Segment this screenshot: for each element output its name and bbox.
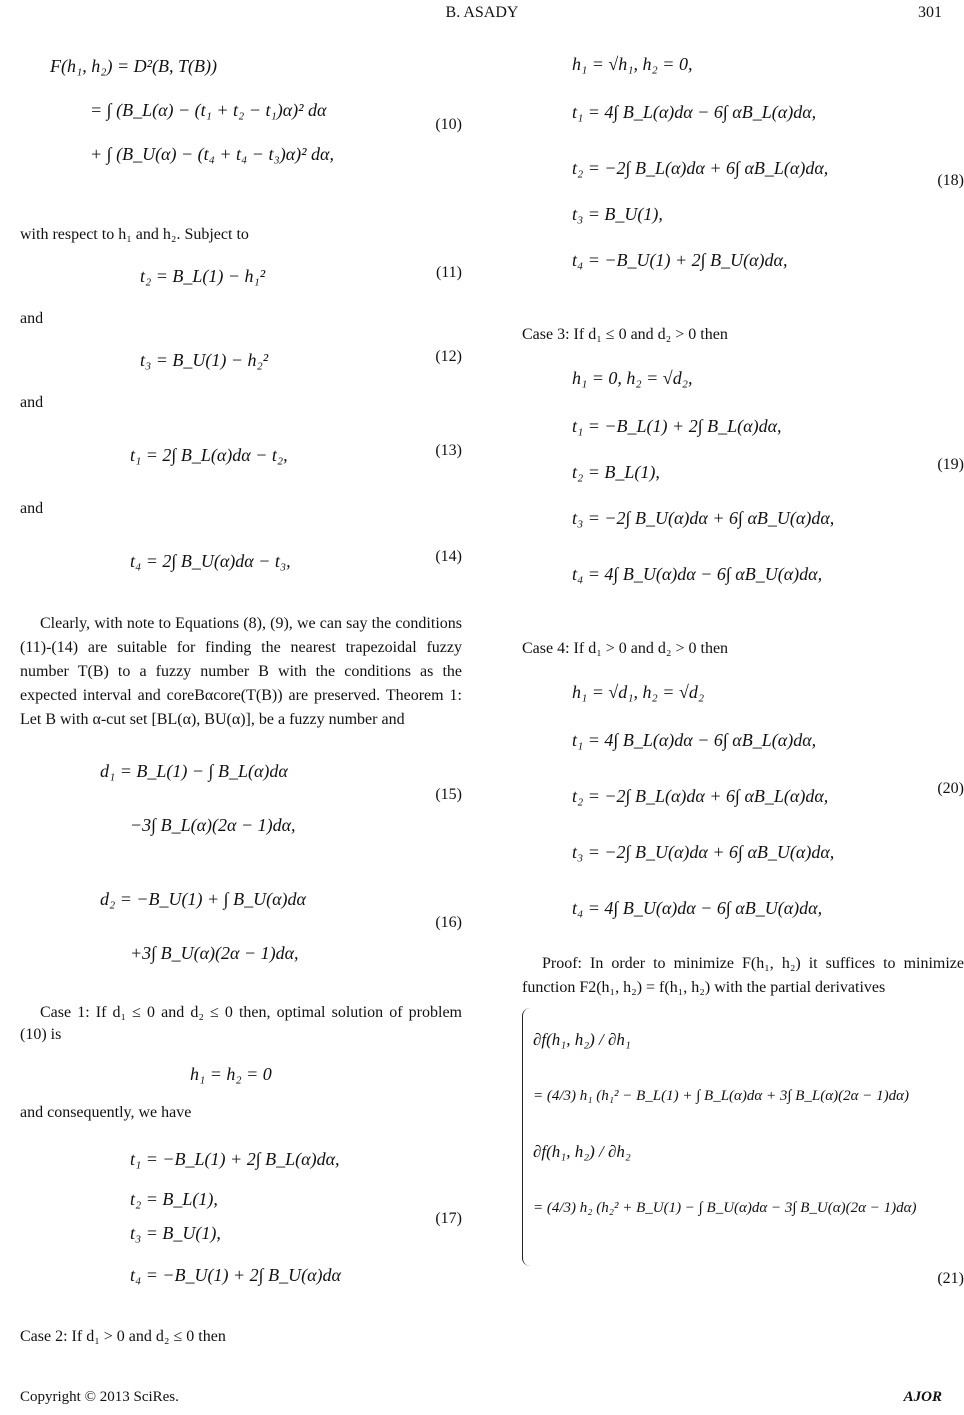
case1-solution-expr: h₁ = h₂ = 0 (190, 1064, 272, 1084)
running-author: B. ASADY (445, 4, 519, 21)
equation-13 (20, 422, 462, 492)
eq15-line1: d₁ = B_L(1) − ∫ B_L(α)dα (100, 761, 288, 781)
eq18-number: (18) (937, 172, 964, 189)
eq17-line4: t₄ = −B_U(1) + 2∫ B_U(α)dα (130, 1265, 341, 1285)
text-clearly-theorem: Clearly, with note to Equations (8), (9), we can say the conditions (11)-(14) are suitable for finding the nearest trapezoidal fuzzy number T(B) to a fuzzy number B with the conditions as the expected interval and coreBαcore(T(B)) are preserved. Theorem 1: Let B with α-cut set [BL(α), BU(α)], be a fuzzy number and (20, 615, 462, 728)
eq17-line3: t₃ = B_U(1), (130, 1223, 221, 1243)
equation-21 (522, 1008, 963, 1266)
eq15-number: (15) (435, 786, 462, 803)
eq20-line2: t₁ = 4∫ B_L(α)dα − 6∫ αB_L(α)dα, (572, 730, 817, 750)
text-subject: with respect to h₁ and h₂. Subject to (20, 226, 249, 243)
eq18-line1: h₁ = √h₁, h₂ = 0, (572, 54, 693, 74)
eq19-line2: t₁ = −B_L(1) + 2∫ B_L(α)dα, (572, 416, 782, 436)
eq10-line1: F(h₁, h₂) = D²(B, T(B)) (50, 56, 218, 76)
eq20-line1: h₁ = √d₁, h₂ = √d₂ (572, 682, 705, 702)
text-case-4: Case 4: If d₁ > 0 and d₂ > 0 then (522, 640, 729, 657)
right-column (522, 40, 964, 1290)
equation-10 (20, 40, 462, 218)
text-case-3: Case 3: If d₁ ≤ 0 and d₂ > 0 then (522, 326, 728, 343)
eq21-line2: = (4/3) h₁ (h₁² − B_L(1) + ∫ B_L(α)dα + 3∫ B_L(α)(2α − 1)dα) (533, 1088, 909, 1104)
eq21-line1: ∂f(h₁, h₂) / ∂h₁ (533, 1030, 631, 1049)
eq16-number: (16) (435, 914, 462, 931)
equation-16 (20, 868, 462, 996)
eq10-line3: + ∫ (B_U(α) − (t₄ + t₄ − t₃)α)² dα, (90, 144, 334, 164)
equation-12 (20, 338, 462, 386)
page-footer (20, 1389, 942, 1409)
text-and-3: and (20, 500, 44, 517)
eq19-line1: h₁ = 0, h₂ = √d₂, (572, 368, 693, 388)
eq12-number: (12) (435, 348, 462, 365)
eq18-line3: t₂ = −2∫ B_L(α)dα + 6∫ αB_L(α)dα, (572, 158, 829, 178)
text-consequently: and consequently, we have (20, 1104, 192, 1121)
eq18-line2: t₁ = 4∫ B_L(α)dα − 6∫ αB_L(α)dα, (572, 102, 817, 122)
eq18-line4: t₃ = B_U(1), (572, 204, 663, 224)
eq14-expr: t₄ = 2∫ B_U(α)dα − t₃, (130, 551, 291, 571)
eq11-expr: t₂ = B_L(1) − h₁² (140, 266, 266, 286)
page-number: 301 (918, 4, 942, 21)
eq19-line4: t₃ = −2∫ B_U(α)dα + 6∫ αB_U(α)dα, (572, 508, 835, 528)
text-proof: Proof: In order to minimize F(h₁, h₂) it suffices to minimize function F2(h₁, h₂) = f(h₁, h₂) with the partial derivatives (522, 955, 964, 996)
equation-19 (522, 354, 964, 632)
eq16-line2: +3∫ B_U(α)(2α − 1)dα, (130, 943, 299, 963)
eq19-line3: t₂ = B_L(1), (572, 462, 660, 482)
equation-14 (20, 528, 462, 598)
text-and-1: and (20, 310, 44, 327)
left-column (20, 40, 462, 1356)
eq20-number: (20) (937, 780, 964, 797)
eq10-line2: = ∫ (B_L(α) − (t₁ + t₂ − t₁)α)² dα (90, 100, 327, 120)
equation-15 (20, 740, 462, 868)
text-case-1: Case 1: If d₁ ≤ 0 and d₂ ≤ 0 then, optimal solution of problem (10) is (20, 1004, 462, 1043)
text-and-2: and (20, 394, 44, 411)
eq11-number: (11) (435, 264, 462, 281)
equation-11 (20, 254, 462, 302)
eq21-line4: = (4/3) h₂ (h₂² + B_U(1) − ∫ B_U(α)dα − 3∫ B_U(α)(2α − 1)dα) (533, 1200, 917, 1216)
eq21-line3: ∂f(h₁, h₂) / ∂h₂ (533, 1142, 631, 1161)
eq20-line4: t₃ = −2∫ B_U(α)dα + 6∫ αB_U(α)dα, (572, 842, 835, 862)
eq20-line5: t₄ = 4∫ B_U(α)dα − 6∫ αB_U(α)dα, (572, 898, 823, 918)
eq10-number: (10) (435, 116, 462, 133)
eq15-line2: −3∫ B_L(α)(2α − 1)dα, (130, 815, 296, 835)
page-header (0, 4, 964, 26)
eq13-expr: t₁ = 2∫ B_L(α)dα − t₂, (130, 445, 288, 465)
eq19-line5: t₄ = 4∫ B_U(α)dα − 6∫ αB_U(α)dα, (572, 564, 823, 584)
copyright-text: Copyright © 2013 SciRes. (20, 1389, 179, 1405)
eq17-number: (17) (435, 1210, 462, 1227)
equation-20 (522, 668, 964, 946)
eq19-number: (19) (937, 456, 964, 473)
eq17-line2: t₂ = B_L(1), (130, 1189, 218, 1209)
eq14-number: (14) (435, 548, 462, 565)
equation-case1-solution (20, 1054, 462, 1096)
eq17-line1: t₁ = −B_L(1) + 2∫ B_L(α)dα, (130, 1149, 340, 1169)
text-case-2: Case 2: If d₁ > 0 and d₂ ≤ 0 then (20, 1328, 226, 1345)
equation-17 (20, 1132, 462, 1320)
eq20-line3: t₂ = −2∫ B_L(α)dα + 6∫ αB_L(α)dα, (572, 786, 829, 806)
equation-18 (522, 40, 964, 318)
eq13-number: (13) (435, 442, 462, 459)
eq21-number: (21) (937, 1270, 964, 1287)
eq16-line1: d₂ = −B_U(1) + ∫ B_U(α)dα (100, 889, 306, 909)
eq18-line5: t₄ = −B_U(1) + 2∫ B_U(α)dα, (572, 250, 788, 270)
eq12-expr: t₃ = B_U(1) − h₂² (140, 350, 269, 370)
journal-name: AJOR (903, 1389, 942, 1405)
